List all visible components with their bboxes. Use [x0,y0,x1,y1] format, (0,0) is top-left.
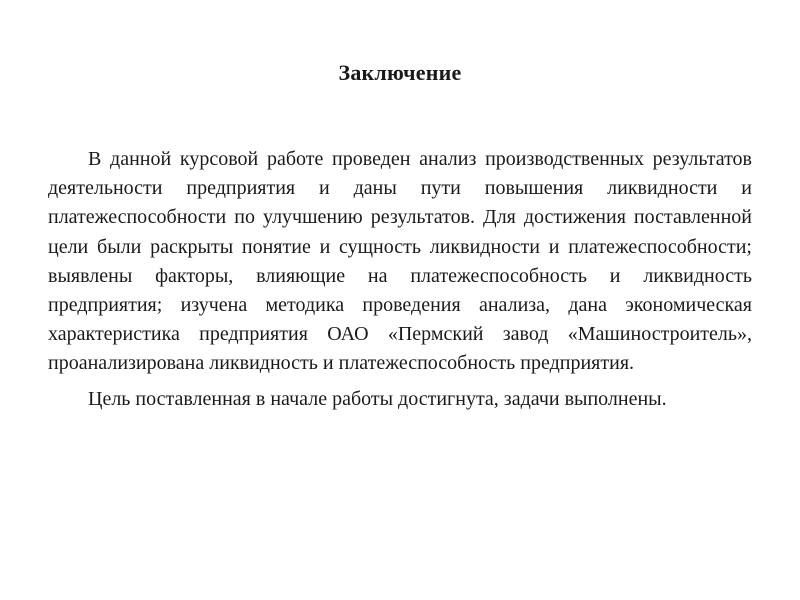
document-body [48,145,752,414]
paragraph-goal-achieved: Цель поставленная в начале работы достигнута, задачи выполнены. [88,387,667,410]
page-title: Заключение [338,60,462,85]
paragraph-conclusion-summary: В данной курсовой работе проведен анализ производственных результатов деятельности предприятия и даны пути повышения ликвидности и платежеспособности по улучшению результатов. Для достижения поставленной цели были раскрыты понятие и сущность ликвидности и платежеспособности; выявлены факторы, влияющие на платежеспособность и ликвидность предприятия; изучена методика проведения анализа, дана экономическая характеристика предприятия ОАО «Пермский завод «Машиностроитель», проанализирована ликвидность и платежеспособность предприятия. [48,148,752,375]
